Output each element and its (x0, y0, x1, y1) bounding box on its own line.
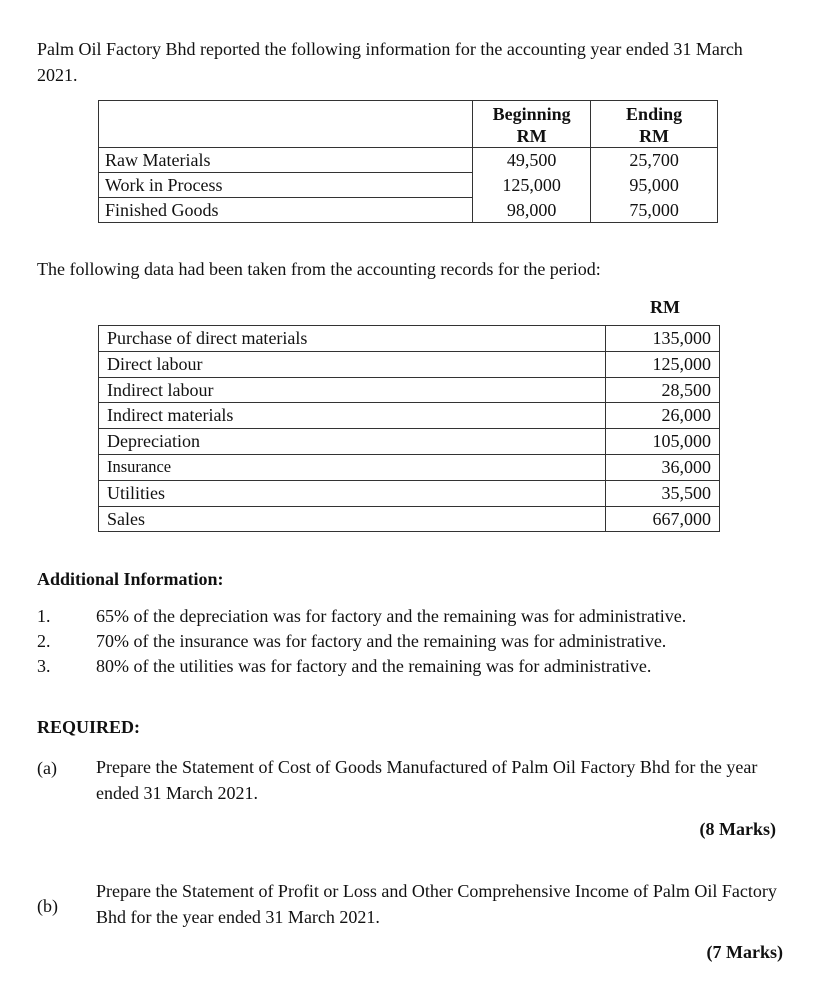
inventory-header-beginning (473, 101, 591, 148)
inventory-label: Work in Process (99, 173, 473, 198)
cost-table (98, 325, 720, 532)
inventory-ending: 75,000 (591, 198, 718, 223)
inventory-beginning: 125,000 (473, 173, 591, 198)
marks-a: (8 Marks) (699, 819, 776, 839)
cost-value: 667,000 (606, 506, 720, 532)
inventory-label: Finished Goods (99, 198, 473, 223)
intro-text: Palm Oil Factory Bhd reported the following information for the accounting year ended 31 March 2021. (37, 39, 743, 85)
list-item: 70% of the insurance was for factory and the remaining was for administrative. (96, 631, 667, 651)
inventory-table (98, 100, 718, 223)
cost-label: Indirect materials (99, 403, 606, 429)
table-row (99, 326, 720, 352)
list-item-number: 1. (37, 606, 51, 626)
question-text-a: Prepare the Statement of Cost of Goods Manufactured of Palm Oil Factory Bhd for the year ended 31 March 2021. (96, 757, 758, 803)
list-item: 80% of the utilities was for factory and the remaining was for administrative. (96, 656, 652, 676)
table-row (99, 173, 718, 198)
table-row (99, 403, 720, 429)
table-row (99, 454, 720, 480)
list-item-number: 3. (37, 656, 51, 676)
required-heading: REQUIRED: (37, 717, 141, 737)
table-row (99, 506, 720, 532)
accounting-intro-text: The following data had been taken from the accounting records for the period: (37, 259, 601, 279)
marks-b: (7 Marks) (706, 942, 783, 962)
cost-label: Sales (99, 506, 606, 532)
cost-label: Insurance (99, 454, 606, 480)
table-row (99, 429, 720, 455)
question-label-b: (b) (37, 896, 58, 916)
cost-value: 135,000 (606, 326, 720, 352)
list-item-number: 2. (37, 631, 51, 651)
beginning-title: Beginning (492, 104, 571, 124)
cost-value: 125,000 (606, 351, 720, 377)
inventory-header-blank (99, 101, 473, 148)
table-row (99, 198, 718, 223)
ending-unit: RM (639, 126, 670, 146)
table-row (99, 351, 720, 377)
inventory-header-row (99, 101, 718, 148)
cost-value: 36,000 (606, 454, 720, 480)
cost-value: 35,500 (606, 480, 720, 506)
question-text-b: Prepare the Statement of Profit or Loss and Other Comprehensive Income of Palm Oil Factory Bhd for the year ended 31 March 2021. (96, 881, 777, 927)
cost-label: Depreciation (99, 429, 606, 455)
cost-value: 105,000 (606, 429, 720, 455)
question-label-a: (a) (37, 758, 57, 778)
cost-value: 26,000 (606, 403, 720, 429)
cost-unit-header: RM (650, 297, 680, 317)
cost-value: 28,500 (606, 377, 720, 403)
inventory-ending: 25,700 (591, 148, 718, 173)
inventory-header-ending (591, 101, 718, 148)
table-row (99, 377, 720, 403)
table-row (99, 480, 720, 506)
cost-label: Indirect labour (99, 377, 606, 403)
inventory-ending: 95,000 (591, 173, 718, 198)
table-row (99, 148, 718, 173)
inventory-beginning: 49,500 (473, 148, 591, 173)
inventory-beginning: 98,000 (473, 198, 591, 223)
cost-label: Utilities (99, 480, 606, 506)
cost-label: Purchase of direct materials (99, 326, 606, 352)
cost-label: Direct labour (99, 351, 606, 377)
list-item: 65% of the depreciation was for factory and the remaining was for administrative. (96, 606, 687, 626)
additional-heading: Additional Information: (37, 569, 224, 589)
beginning-unit: RM (516, 126, 547, 146)
inventory-label: Raw Materials (99, 148, 473, 173)
ending-title: Ending (626, 104, 683, 124)
